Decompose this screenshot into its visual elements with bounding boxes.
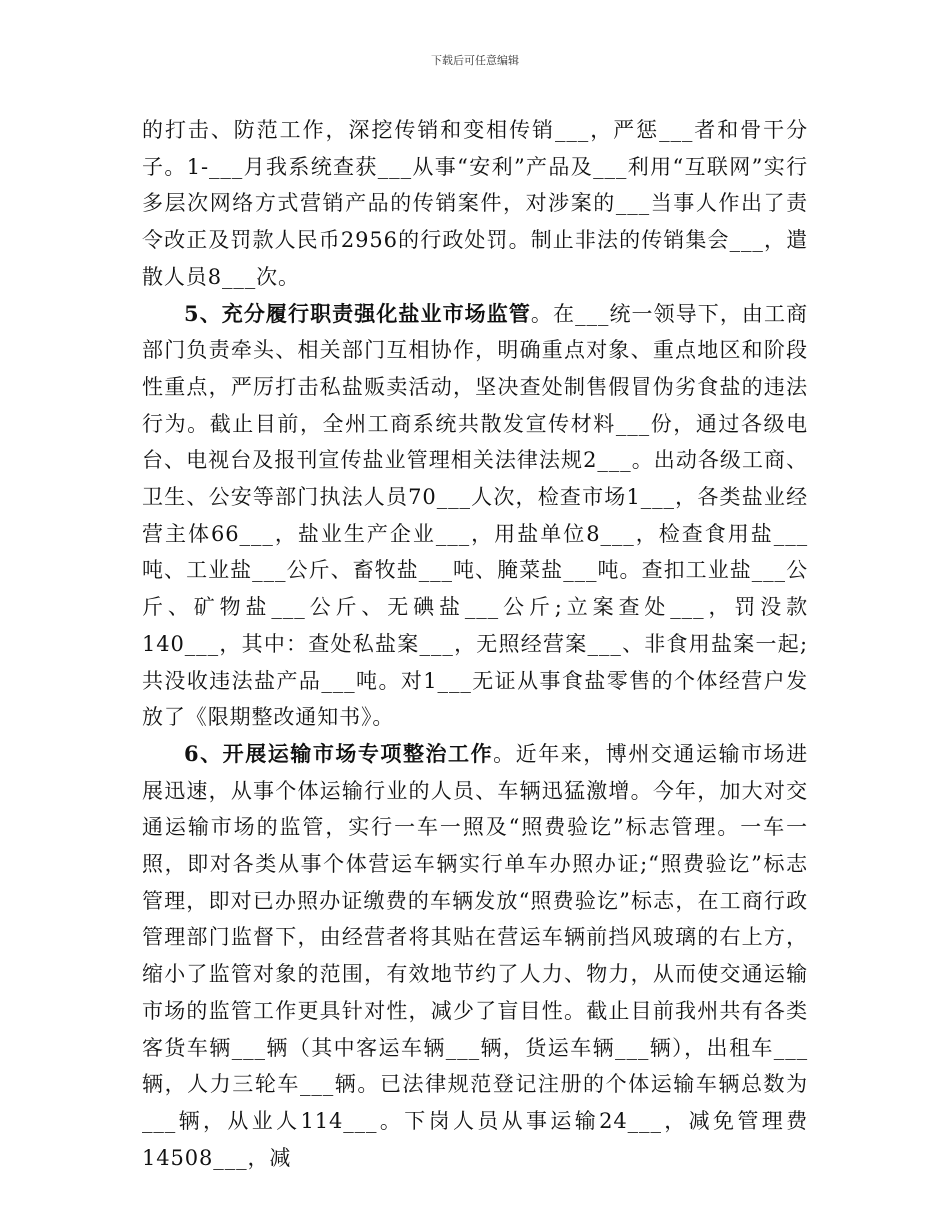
paragraph-text: 。在___统一领导下，由工商部门负责牵头、相关部门互相协作，明确重点对象、重点地区和阶段性重点，严厉打击私盐贩卖活动，坚决查处制售假冒伪劣食盐的违法行为。截止目前，全州工商系统共散发宣传材料___份，通过各级电台、电视台及报刊宣传盐业管理相关法律法规2___。出动各级工商、卫生、公安等部门执法人员70___人次，检查市场1___，各类盐业经营主体66___，盐业生产企业___，用盐单位8___，检查食用盐___吨、工业盐___公斤、畜牧盐___吨、腌菜盐___吨。查扣工业盐___公斤、矿物盐___公斤、无碘盐___公斤;立案查处___，罚没款140___，其中：查处私盐案___，无照经营案___、非食用盐案一起;共没收违法盐产品___吨。对1___无证从事食盐零售的个体经营户发放了《限期整改通知书》。 [142,301,808,730]
paragraph-text: 的打击、防范工作，深挖传销和变相传销___，严惩___者和骨干分子。1-___月我系统查获___从事“安利”产品及___利用“互联网”实行多层次网络方式营销产品的传销案件，对涉案的___当事人作出了责令改正及罚款人民币2956的行政处罚。制止非法的传销集会___，遣散人员8___次。 [142,118,808,289]
paragraph-continuation [142,112,808,296]
section-heading: 6、开展运输市场专项整治工作 [184,740,494,766]
paragraph-transport-market [142,736,808,1176]
paragraph-salt-market [142,296,808,736]
page-header: 下载后可任意编辑 [431,54,519,67]
paragraph-text: 。近年来，博州交通运输市场进展迅速，从事个体运输行业的人员、车辆迅猛激增。今年，加大对交通运输市场的监管，实行一车一照及“照费验讫”标志管理。一车一照，即对各类从事个体营运车辆实行单车办照办证;“照费验讫”标志管理，即对已办照办证缴费的车辆发放“照费验讫”标志，在工商行政管理部门监督下，由经营者将其贴在营运车辆前挡风玻璃的右上方，缩小了监管对象的范围，有效地节约了人力、物力，从而使交通运输市场的监管工作更具针对性，减少了盲目性。截止目前我州共有各类客货车辆___辆（其中客运车辆___辆，货运车辆___辆），出租车___辆，人力三轮车___辆。已法律规范登记注册的个体运输车辆总数为___辆，从业人114___。下岗人员从事运输24___，减免管理费14508___，减 [142,741,808,1170]
section-heading: 5、充分履行职责强化盐业市场监管 [184,300,531,326]
document-body [142,112,808,1176]
